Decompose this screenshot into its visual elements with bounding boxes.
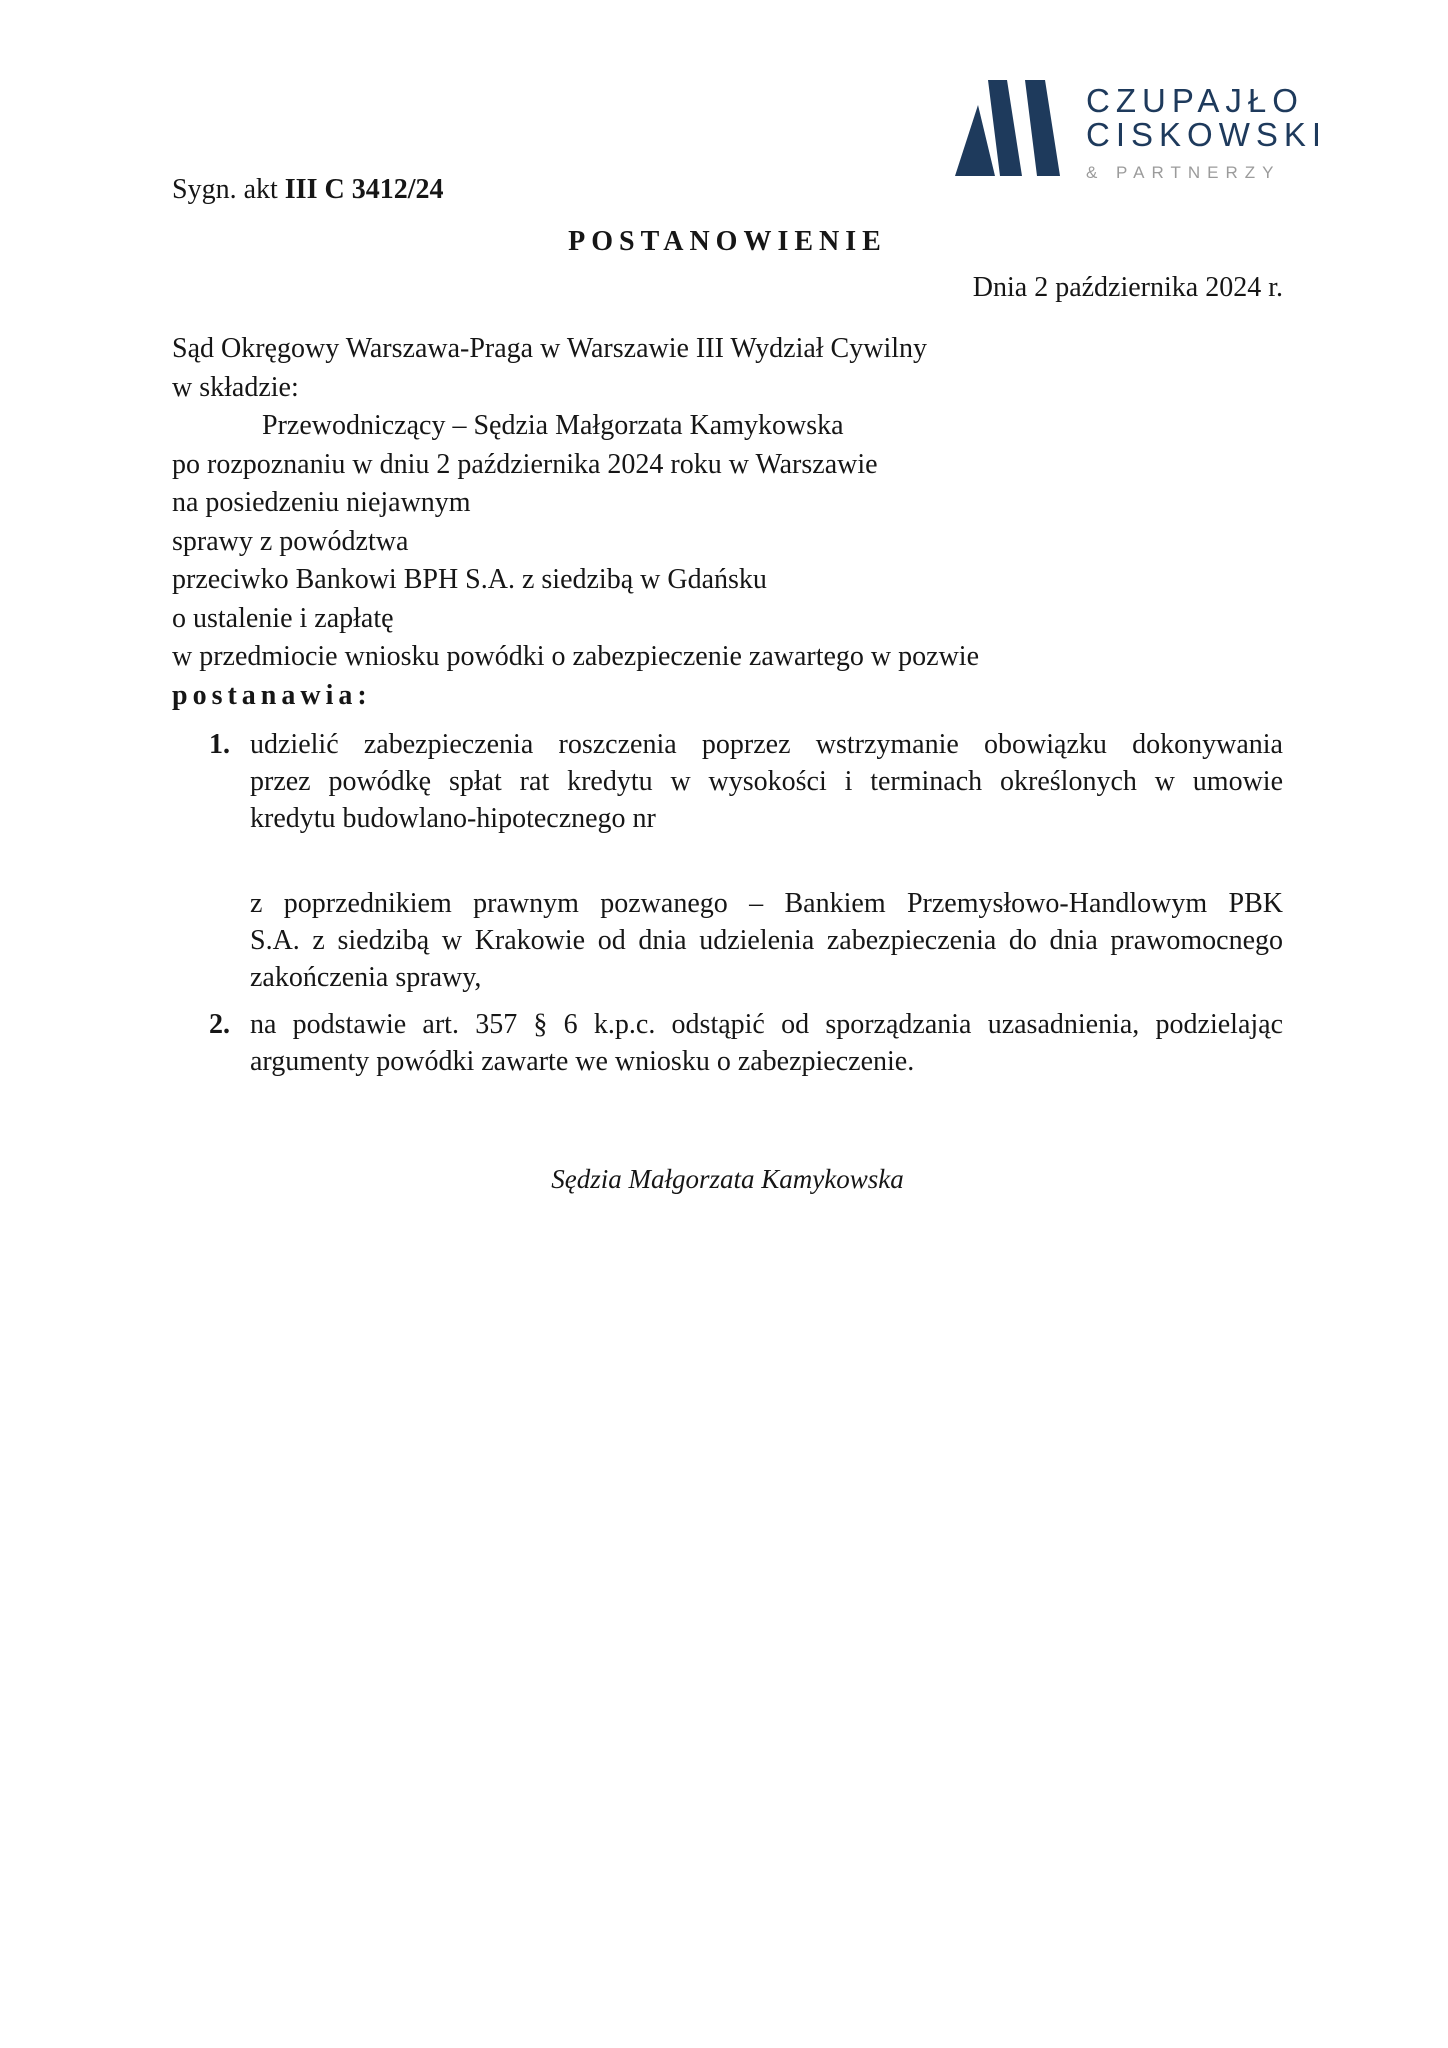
closed-session-line: na posiedzeniu niejawnym bbox=[172, 487, 471, 518]
ruling-item-1-line: udzielić zabezpieczenia roszczenia poprzez wstrzymanie obowiązku dokonywania bbox=[250, 729, 1283, 760]
ruling-list bbox=[172, 726, 1283, 1080]
ruling-item-2-line: argumenty powódki zawarte we wniosku o zabezpieczenie. bbox=[250, 1046, 915, 1077]
ruling-item-1-line: kredytu budowlano-hipotecznego nr bbox=[250, 803, 656, 834]
subject-line: o ustalenie i zapłatę bbox=[172, 602, 394, 634]
hearing-date-line: po rozpoznaniu w dniu 2 października 2024 roku w Warszawie bbox=[172, 448, 878, 480]
case-number-value: III C 3412/24 bbox=[284, 174, 444, 205]
ruling-item-1-line: S.A. z siedzibą w Krakowie od dnia udzielenia zabezpieczenia do dnia prawomocnego bbox=[250, 925, 1283, 956]
law-firm-name-line3: & PARTNERZY bbox=[1086, 163, 1281, 182]
case-number-line bbox=[172, 174, 1283, 206]
date-line: Dnia 2 października 2024 r. bbox=[972, 272, 1283, 303]
composition-label-line: w składzie: bbox=[172, 371, 299, 403]
document-title: POSTANOWIENIE bbox=[568, 226, 887, 257]
law-firm-mark-icon bbox=[952, 80, 1060, 176]
ruling-item-2-line: na podstawie art. 357 § 6 k.p.c. odstąpić od sporządzania uzasadnienia, podzielając bbox=[250, 1009, 1283, 1040]
law-firm-name bbox=[1086, 84, 1327, 181]
case-number-label: Sygn. akt bbox=[172, 174, 278, 205]
ruling-item-1-number: 1. bbox=[209, 729, 230, 760]
ruling-item-2-number: 2. bbox=[209, 1009, 230, 1040]
law-firm-logo bbox=[952, 80, 1327, 181]
motion-line: w przedmiocie wniosku powódki o zabezpieczenie zawartego w pozwie bbox=[172, 641, 980, 672]
ruling-item-1-line: zakończenia sprawy, bbox=[250, 962, 482, 993]
judge-signature: Sędzia Małgorzata Kamykowska bbox=[551, 1164, 904, 1194]
claim-line: sprawy z powództwa bbox=[172, 525, 409, 557]
defendant-line: przeciwko Bankowi BPH S.A. z siedzibą w Gdańsku bbox=[172, 564, 767, 595]
court-name-line: Sąd Okręgowy Warszawa-Praga w Warszawie III Wydział Cywilny bbox=[172, 333, 928, 364]
ruling-item-2 bbox=[209, 1006, 1283, 1080]
presiding-judge-line: Przewodniczący – Sędzia Małgorzata Kamykowska bbox=[262, 410, 844, 441]
intro-block bbox=[172, 330, 1283, 715]
law-firm-name-line1: CZUPAJŁO bbox=[1086, 82, 1304, 119]
ruling-item-1-line: z poprzednikiem prawnym pozwanego – Bankiem Przemysłowo-Handlowym PBK bbox=[250, 888, 1283, 919]
ruling-item-1 bbox=[209, 726, 1283, 996]
decides-label: postanawia: bbox=[172, 679, 372, 711]
law-firm-name-line2: CISKOWSKI bbox=[1086, 116, 1328, 153]
ruling-item-1-line: przez powódkę spłat rat kredytu w wysokości i terminach określonych w umowie bbox=[250, 766, 1283, 797]
